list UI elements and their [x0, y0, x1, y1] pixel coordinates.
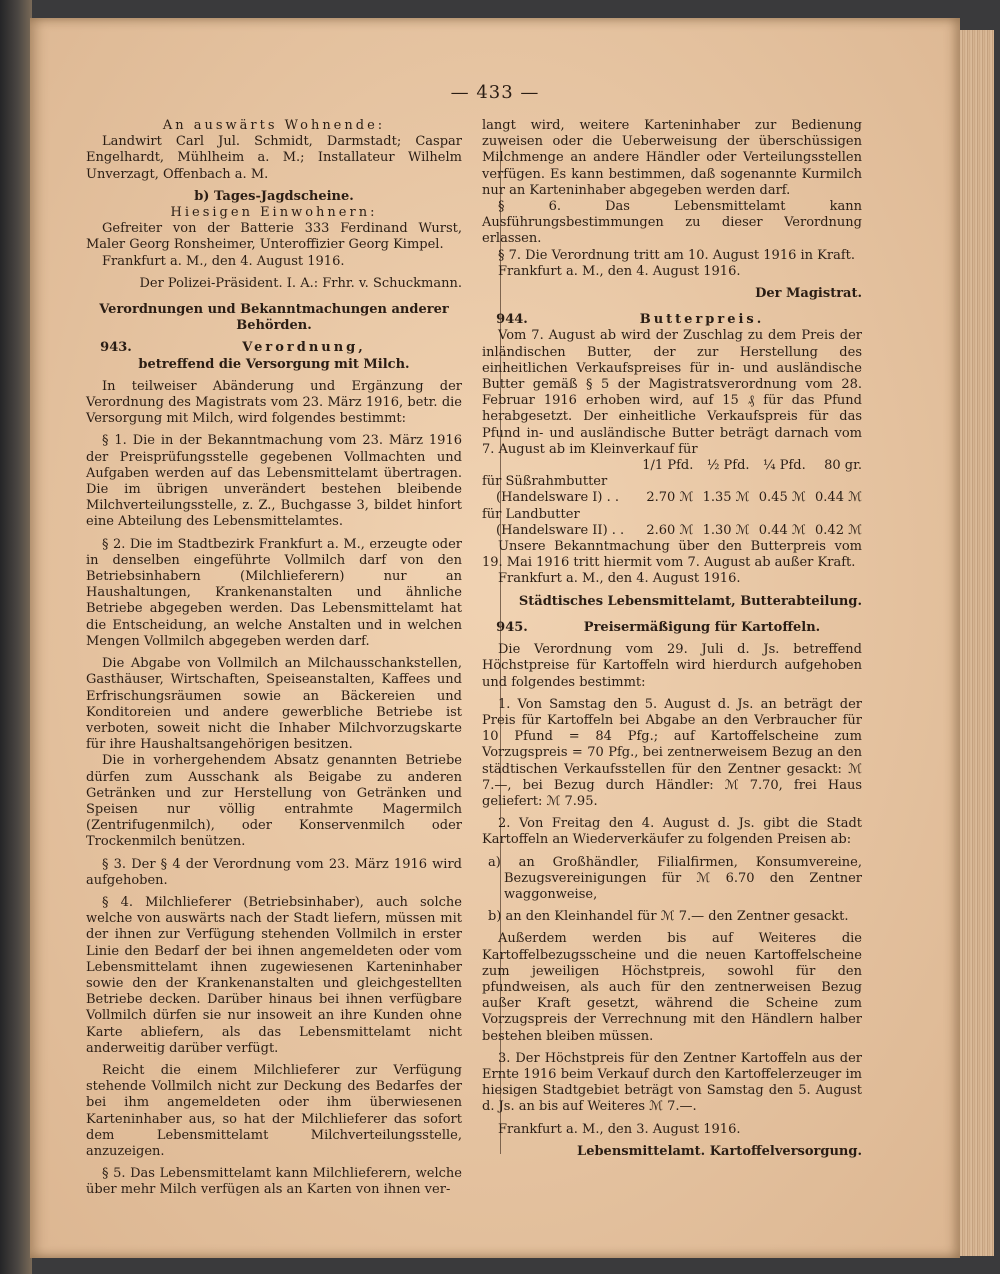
notice-944-text: Vom 7. August ab wird der Zuschlag zu dem Preis der inländischen Butter, der zur Herstellung des einheitlichen Verkaufspreises für in- und ausländische Butter gemäß § 5 der Magistratsverordnung vom 28. Februar 1916 erhoben wird, auf 15 ₰ für das Pfund herabgesetzt. Der einheitliche Verkaufspreis für das Pfund in- und ausländische Butter beträgt darnach vom 7. August ab im Kleinverkauf für: [482, 328, 862, 457]
price-cell: 1.30 ℳ: [702, 522, 750, 538]
paragraph-2: § 2. Die im Stadtbezirk Frankfurt a. M., erzeugte oder in denselben eingeführte Vollmilch darf von den Betriebsinhabern (Milchlieferern) nur an Haushaltungen, Krankenanstalten und ähnliche Betriebe abgegeben werden. Das Lebensmittelamt hat die Entscheidung, an welche Anstalten und in welchen Mengen Vollmilch abgegeben werden darf.: [86, 536, 462, 649]
page-edges: [958, 30, 994, 1256]
right-column: [482, 118, 862, 1160]
paragraph-5: § 5. Das Lebensmittelamt kann Milchlieferern, welche über mehr Milch verfügen als an Karten von ihnen ver-: [86, 1166, 462, 1198]
signature: Der Polizei-Präsident. I. A.: Frhr. v. Schuckmann.: [139, 275, 462, 291]
paragraph-7: § 7. Die Verordnung tritt am 10. August 1916 in Kraft.: [498, 247, 856, 263]
date-945: Frankfurt a. M., den 3. August 1916.: [498, 1121, 741, 1137]
signature-945: Lebensmittelamt. Kartoffelversorgung.: [577, 1143, 862, 1159]
date-944: Frankfurt a. M., den 4. August 1916.: [498, 571, 741, 587]
paragraph-2c: Die in vorhergehendem Absatz genannten Betriebe dürfen zum Ausschank als Beigabe zu anderen Getränken und zur Herstellung von Getränken und Speisen nur völlig entrahmte Magermilch (Zentrifugenmilch), oder Konservenmilch oder Trockenmilch benützen.: [86, 753, 462, 850]
paragraph-6: § 6. Das Lebensmittelamt kann Ausführungsbestimmungen zu dieser Verordnung erlassen.: [482, 199, 862, 247]
auswaerts-heading: An auswärts Wohnende:: [162, 118, 386, 133]
price-header: 80 gr.: [824, 458, 862, 474]
paragraph-2b: Die Abgabe von Vollmilch an Milchausschankstellen, Gasthäuser, Wirtschaften, Speiseanstalten, Kaffees und Erfrischungsräumen sowie an Bäckereien und Konditoreien und andere gewerbliche Betriebe ist verboten, soweit nicht die Inhaber Milchvorzugskarte für ihre Haushaltsangehörigen besitzen.: [86, 656, 462, 753]
price-cell: 0.44 ℳ: [815, 490, 862, 506]
item-2: 2. Von Freitag den 4. August d. Js. gibt die Stadt Kartoffeln an Wiederverkäufer zu folgenden Preisen ab:: [482, 816, 862, 848]
auswaerts-text: Landwirt Carl Jul. Schmidt, Darmstadt; Caspar Engelhardt, Mühlheim a. M.; Installateur Wilhelm Unverzagt, Offenbach a. M.: [86, 134, 462, 182]
signature-944: Städtisches Lebensmittelamt, Butterabteilung.: [518, 593, 862, 609]
item-3: 3. Der Höchstpreis für den Zentner Kartoffeln aus der Ernte 1916 beim Verkauf durch den Kartoffelerzeuger im hiesigen Stadtgebiet beträgt von Samstag den 5. August d. Js. an bis auf Weiteres ℳ 7.—.: [482, 1050, 862, 1115]
butter-price-table: [482, 458, 862, 539]
price-cell: 1.35 ℳ: [702, 490, 750, 506]
ordinance-943-title: 943. Verordnung, betreffend die Versorgung mit Milch.: [86, 340, 462, 372]
section-heading: Verordnungen und Bekanntmachungen anderer Behörden.: [99, 302, 449, 334]
notice-945-intro: Die Verordnung vom 29. Juli d. Js. betreffend Höchstpreise für Kartoffeln wird hierdurch aufgehoben und folgendes bestimmt:: [482, 642, 862, 690]
left-column: [86, 118, 462, 1199]
price-cell: 2.70 ℳ: [646, 490, 694, 506]
date-line: Frankfurt a. M., den 4. August 1916.: [102, 253, 345, 269]
notice-944-text-2: Unsere Bekanntmachung über den Butterpreis vom 19. Mai 1916 tritt hiermit vom 7. August ab außer Kraft.: [482, 539, 862, 571]
tages-heading: b) Tages-Jagdscheine.: [194, 188, 354, 204]
notice-945-title: 945. Preisermäßigung für Kartoffeln.: [482, 620, 862, 636]
signature-943: Der Magistrat.: [755, 286, 862, 302]
paragraph-1: § 1. Die in der Bekanntmachung vom 23. März 1916 der Preisprüfungsstelle gegebenen Vollmachten und Aufgaben werden auf das Lebensmittelamt übertragen. Die im übrigen unverändert bestehen bleibende Milchverteilungsstelle, z. Z., Buchgasse 3, bildet hinfort eine Abteilung des Lebensmittelamtes.: [86, 433, 462, 530]
hiesigen-heading: Hiesigen Einwohnern:: [170, 205, 378, 221]
paragraph-4: § 4. Milchlieferer (Betriebsinhaber), auch solche welche von auswärts nach der Stadt liefern, müssen mit der ihnen zur Verfügung stehenden Vollmilch in erster Linie den Bedarf der bei ihnen angemeldeten oder vom Lebensmittelamt ihnen zugewiesenen Karteninhaber sowie den der Krankenanstalten und gleichgestellten Betriebe decken. Darüber hinaus bei ihnen verfügbare Vollmilch dürfen sie nur insoweit an ihre Kunden ohne Karte abliefern, als das Lebensmittelamt nicht anderweitig darüber verfügt.: [86, 894, 462, 1056]
notice-945-number: 945.: [496, 619, 528, 635]
book-binding: [0, 0, 32, 1274]
paragraph-3: § 3. Der § 4 der Verordnung vom 23. März 1916 wird aufgehoben.: [86, 856, 462, 888]
ordinance-943-intro: In teilweiser Abänderung und Ergänzung der Verordnung des Magistrats vom 23. März 1916, betr. die Versorgung mit Milch, wird folgendes bestimmt:: [86, 378, 462, 427]
price-cell: 0.44 ℳ: [758, 522, 806, 538]
paragraph-5-continued: langt wird, weitere Karteninhaber zur Bedienung zuweisen oder die Ueberweisung der überschüssigen Milchmenge an andere Händler oder Verteilungsstellen verfügen. Es kann bestimmen, daß sogenannte Kurmilch nur an Karteninhaber abgegeben werden darf.: [482, 118, 862, 198]
item-2a: a) an Großhändler, Filialfirmen, Konsumvereine, Bezugsvereinigungen für ℳ 6.70 den Zentner waggonweise,: [488, 854, 862, 902]
hiesigen-text: Gefreiter von der Batterie 333 Ferdinand Wurst, Maler Georg Ronsheimer, Unteroffizier Georg Kimpel.: [86, 221, 462, 253]
price-row: (Handelsware I) . . 2.70 ℳ 1.35 ℳ 0.45 ℳ 0.44 ℳ: [496, 490, 862, 506]
price-header: 1/1 Pfd.: [642, 458, 694, 474]
ordinance-943-number: 943.: [100, 340, 132, 356]
item-1: 1. Von Samstag den 5. August d. Js. an beträgt der Preis für Kartoffeln bei Abgabe an den Verbraucher für 10 Pfund = 84 Pfg.; auf Kartoffelscheine zum Vorzugspreis = 70 Pfg., bei zentnerweisem Bezug an den städtischen Verkaufsstellen für den Zentner gesackt: ℳ 7.—, bei Bezug durch Händler: ℳ 7.70, frei Haus geliefert: ℳ 7.95.: [482, 696, 862, 809]
item-2b: b) an den Kleinhandel für ℳ 7.— den Zentner gesackt.: [488, 909, 849, 925]
notice-944-number: 944.: [496, 312, 528, 328]
price-cell: 2.60 ℳ: [646, 522, 694, 538]
price-cell: 0.45 ℳ: [758, 490, 806, 506]
price-row-label: für Landbutter: [482, 506, 580, 522]
price-row: (Handelsware II) . . 2.60 ℳ 1.30 ℳ 0.44 ℳ 0.42 ℳ: [496, 522, 862, 538]
notice-944-title: 944. Butterpreis.: [482, 312, 862, 328]
price-header: ¼ Pfd.: [763, 458, 806, 474]
price-row-label: für Süßrahmbutter: [482, 474, 608, 490]
page-number: — 433 —: [450, 82, 540, 103]
price-cell: 0.42 ℳ: [815, 522, 862, 538]
item-2c: Außerdem werden bis auf Weiteres die Kartoffelbezugsscheine und die neuen Kartoffelscheine zum jeweiligen Höchstpreis, sowohl für den pfundweisen, als auch für den zentnerweisen Bezug außer Kraft gesetzt, während die Scheine zum Vorzugspreis der Verrechnung mit den Händlern halber bestehen bleiben müssen.: [482, 931, 862, 1044]
price-header-row: [482, 458, 862, 474]
paragraph-4b: Reicht die einem Milchlieferer zur Verfügung stehende Vollmilch nicht zur Deckung des Bedarfes der bei ihm angemeldeten oder ihm überwiesenen Karteninhaber aus, so hat der Milchlieferer das sofort dem Lebensmittelamt Milchverteilungsstelle, anzuzeigen.: [86, 1062, 462, 1159]
price-header: ½ Pfd.: [706, 458, 750, 474]
date-943: Frankfurt a. M., den 4. August 1916.: [498, 263, 741, 279]
